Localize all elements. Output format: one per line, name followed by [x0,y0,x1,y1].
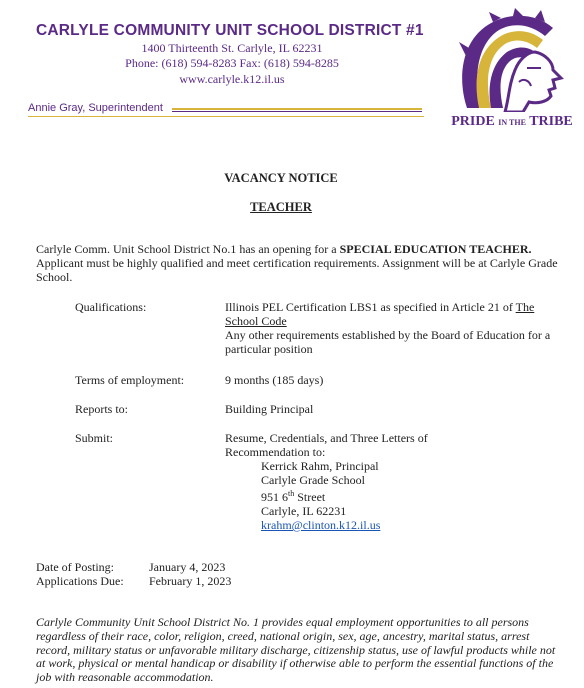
letterhead-divider [172,108,422,110]
intro-paragraph [36,242,566,284]
qualifications-label: Qualifications: [75,300,147,314]
district-website[interactable]: www.carlyle.k12.il.us [179,72,285,86]
contact-block [261,459,380,532]
terms-value: 9 months (185 days) [225,373,324,387]
position-name: SPECIAL EDUCATION TEACHER. [339,242,532,256]
due-date-value: February 1, 2023 [149,574,232,588]
chief-headdress-logo-icon [449,8,573,112]
letterhead-divider-bottom [28,116,424,117]
contact-city: Carlyle, IL 62231 [261,504,347,518]
intro-text-start: Carlyle Comm. Unit School District No.1 has an opening for a [36,242,340,256]
district-address: 1400 Thirteenth St. Carlyle, IL 62231 [141,41,323,55]
street-number: 951 6 [261,490,288,504]
qualifications-value [225,300,555,356]
school-code-reference: The School Code [225,300,535,328]
posting-date-label: Date of Posting: [36,560,114,574]
contact-name: Kerrick Rahm, Principal [261,459,379,473]
due-date-label: Applications Due: [36,574,124,588]
pride-tagline [448,114,576,130]
tagline-in-the: IN THE [498,118,526,127]
qualifications-certification: Illinois PEL Certification LBS1 as specified in Article 21 of [225,300,516,314]
street-name: Street [294,490,326,504]
tagline-pride: PRIDE [451,114,495,129]
posting-date-value: January 4, 2023 [149,560,226,574]
position-title: TEACHER [250,200,312,214]
qualifications-other: Any other requirements established by the Board of Education for a particular position [225,328,551,356]
reports-label: Reports to: [75,402,128,416]
reports-value: Building Principal [225,402,314,416]
notice-title: VACANCY NOTICE [224,171,338,185]
tagline-tribe: TRIBE [529,114,573,129]
district-name: CARLYLE COMMUNITY UNIT SCHOOL DISTRICT #1 [36,22,424,39]
district-phone-fax: Phone: (618) 594-8283 Fax: (618) 594-8285 [125,56,339,70]
superintendent-name: Annie Gray, Superintendent [28,102,163,114]
contact-email-link[interactable]: krahm@clinton.k12.il.us [261,518,381,532]
submit-value: Resume, Credentials, and Three Letters of Recommendation to: [225,431,428,459]
submit-label: Submit: [75,431,114,445]
eeo-statement: Carlyle Community Unit School District No. 1 provides equal employment opportunities to all persons regardless of their race, color, religion, creed, national origin, sex, age, ancestry, marital status, arrest record, military status or unfavorable military discharge, citizenship status, use of lawful products while not at work, physical or mental handicap or disability if otherwise able to perform the essential functions of the job with reasonable accommodation. [36,615,556,685]
letterhead-divider-purple [172,111,422,112]
street-ordinal: th [288,489,295,498]
contact-street [261,487,380,504]
contact-school: Carlyle Grade School [261,473,365,487]
intro-text-end: Applicant must be highly qualified and meet certification requirements. Assignment will be at Carlyle Grade School. [36,256,558,284]
terms-label: Terms of employment: [75,373,185,387]
